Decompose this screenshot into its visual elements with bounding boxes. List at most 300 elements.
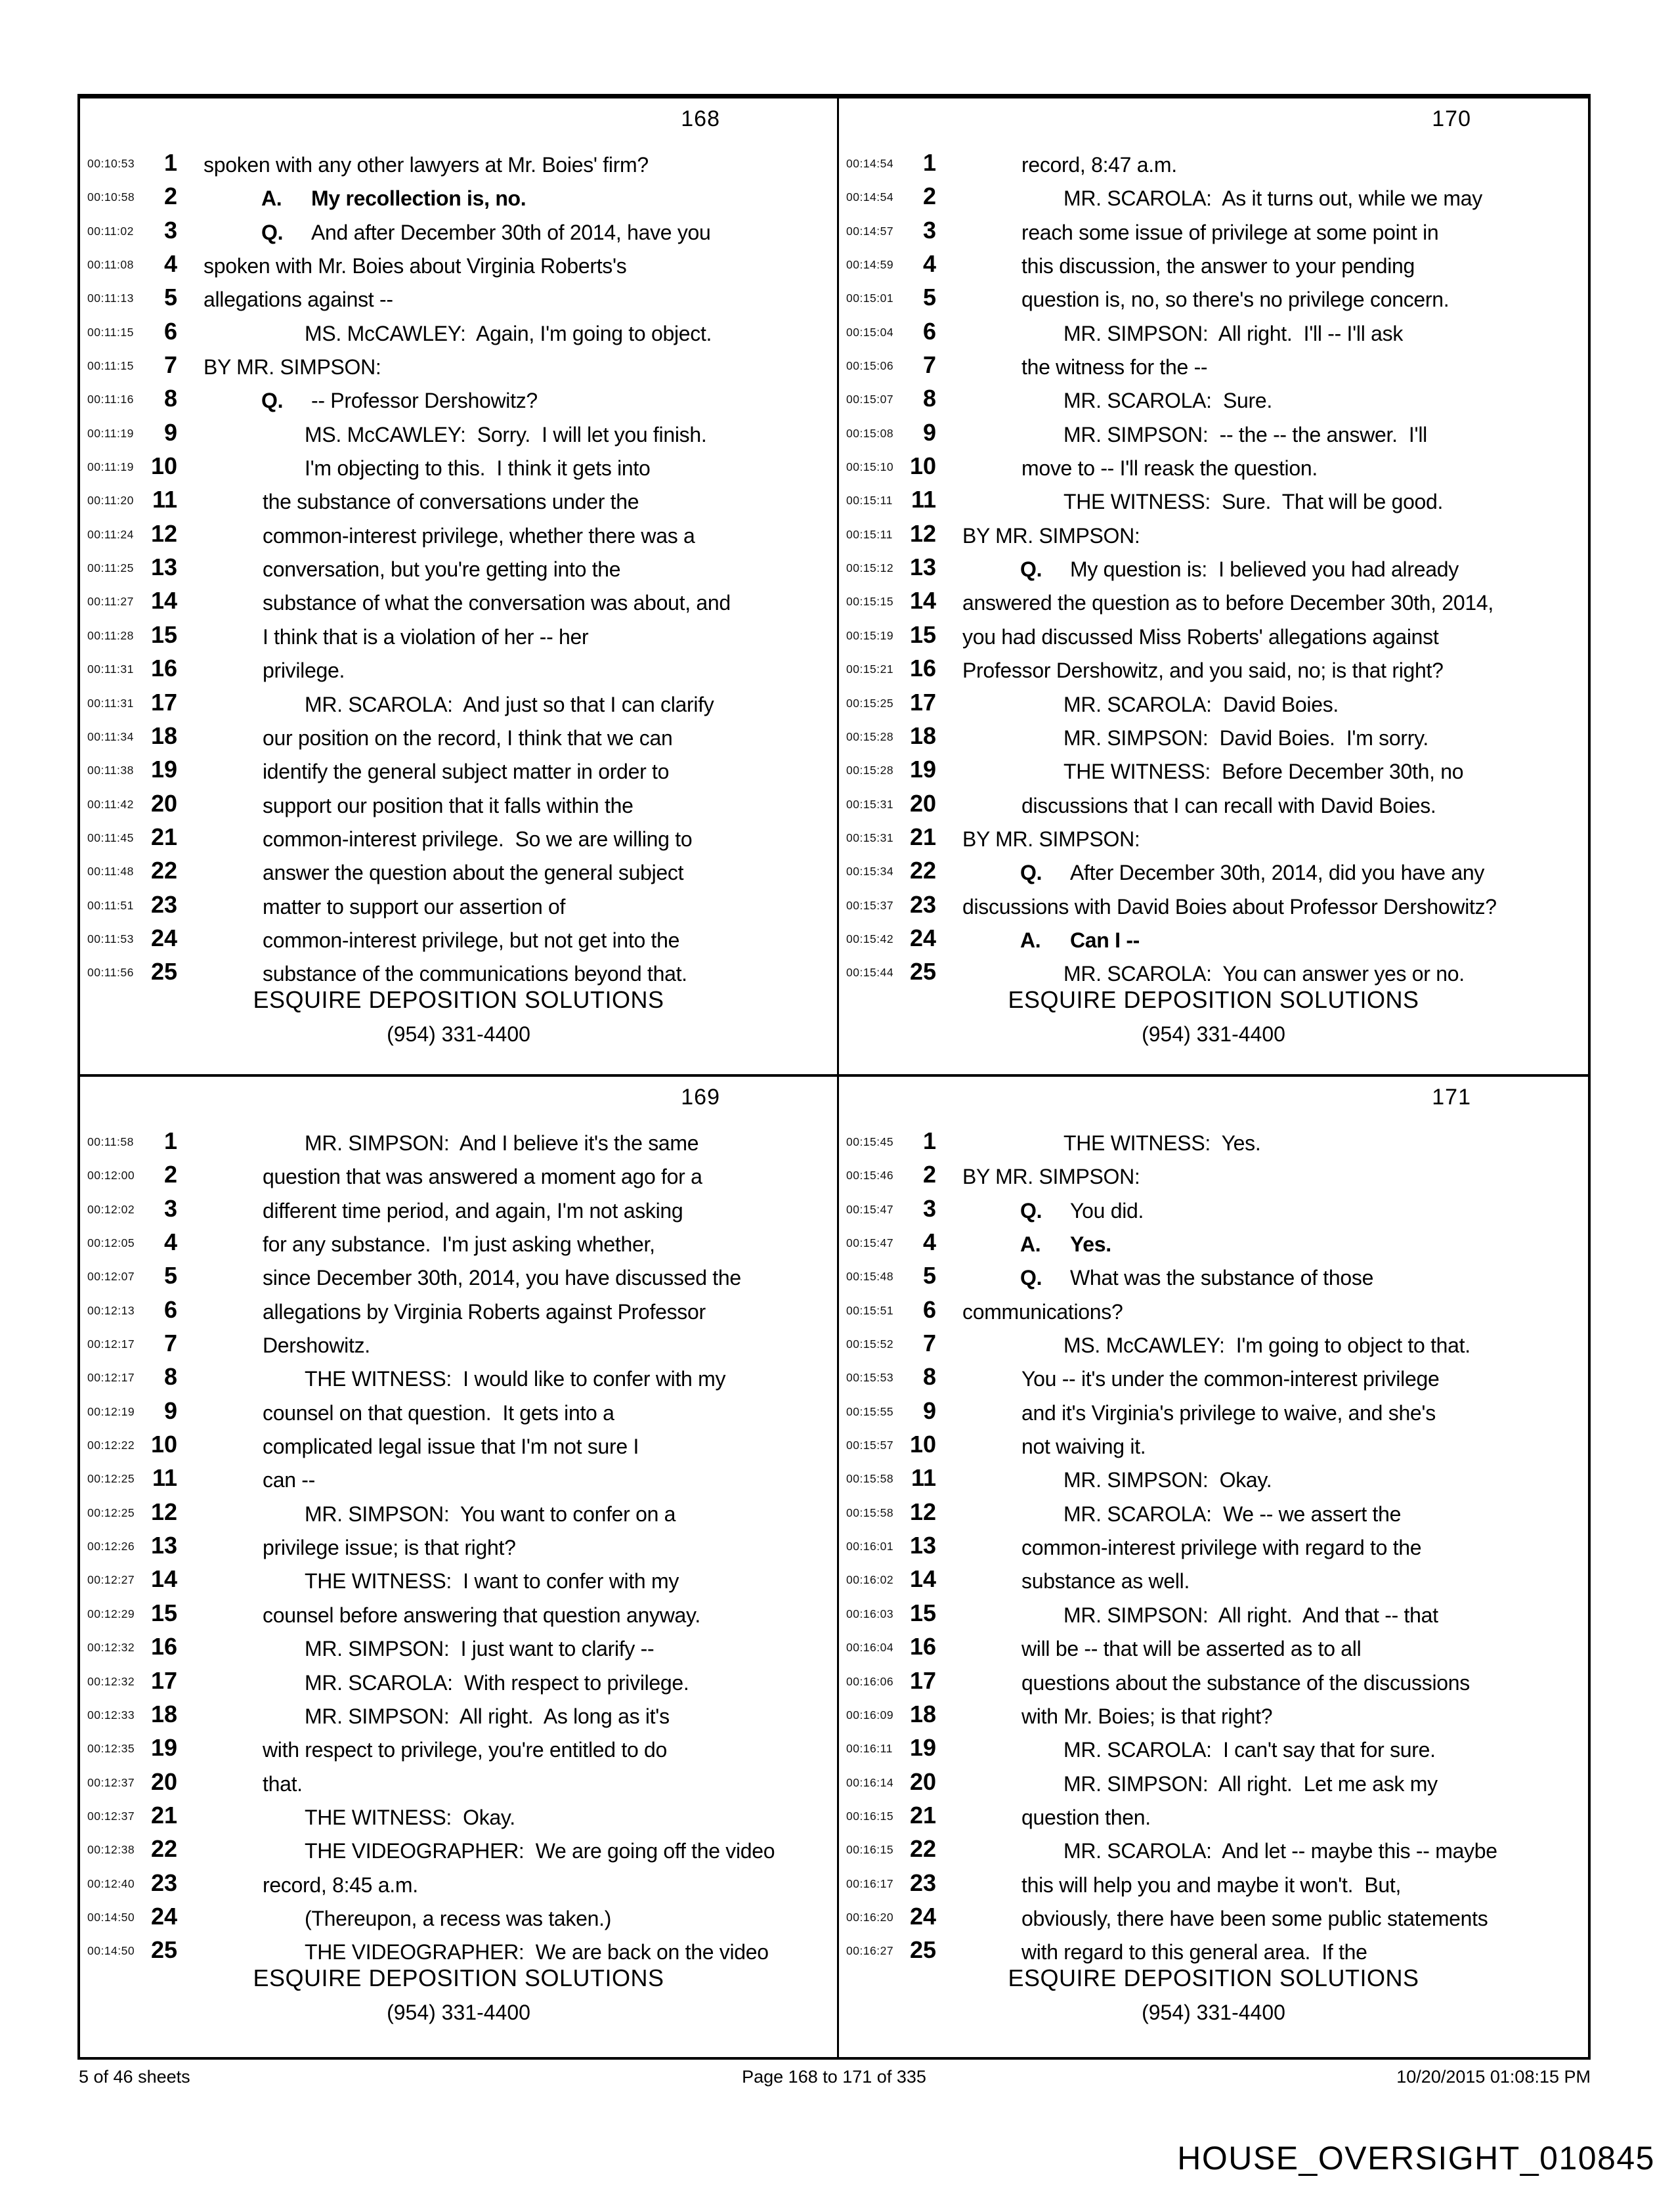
transcript-line bbox=[80, 417, 837, 450]
transcript-page-169 bbox=[80, 1077, 839, 2057]
timestamp: 00:15:19 bbox=[846, 628, 894, 642]
line-text: MR. SCAROLA: As it turns out, while we may bbox=[1063, 186, 1482, 211]
timestamp: 00:15:37 bbox=[846, 898, 894, 912]
qa-marker: Q. bbox=[1020, 557, 1042, 582]
line-text: since December 30th, 2014, you have discussed the bbox=[263, 1266, 741, 1290]
line-number: 5 bbox=[922, 1262, 936, 1290]
transcript-line bbox=[839, 1597, 1588, 1631]
timestamp: 00:11:27 bbox=[87, 595, 134, 609]
transcript-line bbox=[80, 316, 837, 349]
line-number: 25 bbox=[150, 1936, 177, 1964]
line-number: 13 bbox=[909, 1532, 936, 1559]
line-text: MR. SCAROLA: We -- we assert the bbox=[1063, 1502, 1402, 1526]
transcript-line bbox=[839, 484, 1588, 517]
timestamp: 00:11:58 bbox=[87, 1135, 134, 1148]
transcript-lines bbox=[80, 147, 837, 990]
line-number: 24 bbox=[909, 924, 936, 951]
line-number: 20 bbox=[150, 789, 177, 817]
timestamp: 00:10:58 bbox=[87, 190, 135, 204]
line-text: THE WITNESS: Sure. That will be good. bbox=[1063, 490, 1444, 514]
reporter-vendor-block bbox=[80, 986, 837, 1047]
line-text: MR. SIMPSON: All right. Let me ask my bbox=[1063, 1771, 1438, 1796]
transcript-line bbox=[839, 1395, 1588, 1429]
line-number: 24 bbox=[150, 1902, 177, 1930]
transcript-line bbox=[80, 956, 837, 989]
line-text: with Mr. Boies; is that right? bbox=[1021, 1704, 1273, 1728]
timestamp: 00:11:42 bbox=[87, 797, 134, 811]
reporter-vendor-block bbox=[839, 1964, 1588, 2025]
line-number: 3 bbox=[163, 216, 177, 244]
line-text: support our position that it falls within the bbox=[263, 793, 633, 817]
line-text: privilege. bbox=[263, 659, 345, 683]
line-number: 9 bbox=[163, 418, 177, 446]
transcript-line bbox=[80, 1766, 837, 1800]
line-text: record, 8:45 a.m. bbox=[263, 1873, 418, 1897]
timestamp: 00:15:44 bbox=[846, 966, 894, 980]
line-number: 22 bbox=[909, 1835, 936, 1863]
transcript-grid bbox=[77, 94, 1591, 2060]
line-text: common-interest privilege, but not get into the bbox=[263, 928, 680, 952]
line-text: MR. SCAROLA: And let -- maybe this -- maybe bbox=[1063, 1839, 1497, 1863]
timestamp: 00:12:19 bbox=[87, 1404, 135, 1418]
line-number: 22 bbox=[909, 857, 936, 884]
timestamp: 00:16:04 bbox=[846, 1641, 894, 1655]
vendor-phone: (954) 331-4400 bbox=[387, 1022, 530, 1046]
timestamp: 00:14:54 bbox=[846, 157, 894, 170]
line-text: MR. SIMPSON: I just want to clarify -- bbox=[305, 1637, 655, 1661]
transcript-line bbox=[839, 1800, 1588, 1833]
transcript-line bbox=[839, 1294, 1588, 1328]
timestamp: 00:15:11 bbox=[846, 494, 893, 508]
line-text: Q. -- Professor Dershowitz? bbox=[261, 389, 538, 413]
timestamp: 00:12:27 bbox=[87, 1573, 135, 1587]
line-text: THE WITNESS: Okay. bbox=[305, 1805, 515, 1829]
line-number: 12 bbox=[150, 519, 177, 547]
timestamp: 00:12:05 bbox=[87, 1236, 135, 1250]
transcript-line bbox=[80, 1901, 837, 1934]
timestamp: 00:16:02 bbox=[846, 1573, 894, 1587]
line-text: obviously, there have been some public statements bbox=[1021, 1906, 1488, 1930]
line-text: move to -- I'll reask the question. bbox=[1021, 456, 1318, 481]
line-text: counsel before answering that question anyway. bbox=[263, 1603, 700, 1627]
timestamp: 00:16:01 bbox=[846, 1540, 894, 1553]
line-text: MR. SCAROLA: Sure. bbox=[1063, 389, 1272, 413]
line-text: this will help you and maybe it won't. But, bbox=[1021, 1873, 1402, 1897]
timestamp: 00:15:46 bbox=[846, 1169, 894, 1182]
transcript-line bbox=[839, 552, 1588, 585]
line-number: 15 bbox=[150, 620, 177, 648]
timestamp: 00:12:02 bbox=[87, 1202, 135, 1216]
line-text: with regard to this general area. If the bbox=[1021, 1940, 1367, 1964]
line-text: matter to support our assertion of bbox=[263, 894, 566, 919]
line-number: 18 bbox=[150, 1700, 177, 1727]
transcript-line bbox=[839, 1260, 1588, 1293]
timestamp: 00:15:57 bbox=[846, 1439, 894, 1452]
timestamp: 00:12:32 bbox=[87, 1674, 135, 1688]
transcript-line bbox=[839, 1766, 1588, 1800]
transcript-line bbox=[80, 282, 837, 315]
line-number: 15 bbox=[909, 620, 936, 648]
line-text: record, 8:47 a.m. bbox=[1021, 153, 1177, 177]
line-number: 16 bbox=[909, 1633, 936, 1660]
line-text: identify the general subject matter in order to bbox=[263, 760, 670, 784]
line-number: 23 bbox=[909, 890, 936, 918]
line-number: 13 bbox=[150, 1532, 177, 1559]
transcript-line bbox=[80, 1699, 837, 1732]
timestamp: 00:12:25 bbox=[87, 1506, 135, 1519]
transcript-line bbox=[80, 1125, 837, 1159]
transcript-line bbox=[80, 619, 837, 653]
transcript-line bbox=[839, 1867, 1588, 1901]
line-number: 4 bbox=[922, 250, 936, 278]
line-text: MR. SIMPSON: All right. As long as it's bbox=[305, 1704, 670, 1728]
transcript-line bbox=[839, 1193, 1588, 1226]
line-number: 11 bbox=[152, 1464, 177, 1492]
line-text: THE VIDEOGRAPHER: We are back on the video bbox=[305, 1940, 769, 1964]
transcript-line bbox=[839, 417, 1588, 450]
timestamp: 00:14:57 bbox=[846, 224, 894, 238]
timestamp: 00:15:34 bbox=[846, 865, 894, 878]
line-text: conversation, but you're getting into the bbox=[263, 557, 621, 582]
transcript-line bbox=[839, 1159, 1588, 1192]
timestamp: 00:11:31 bbox=[87, 662, 134, 676]
line-text: discussions with David Boies about Professor Dershowitz? bbox=[962, 894, 1497, 919]
timestamp: 00:16:27 bbox=[846, 1944, 894, 1958]
timestamp: 00:15:47 bbox=[846, 1202, 894, 1216]
line-text: BY MR. SIMPSON: bbox=[962, 523, 1140, 548]
line-text: answer the question about the general subject bbox=[263, 861, 684, 885]
transcript-line bbox=[839, 1699, 1588, 1732]
timestamp: 00:10:53 bbox=[87, 157, 135, 170]
transcript-line bbox=[80, 855, 837, 888]
page-number: 168 bbox=[681, 106, 720, 131]
line-text: common-interest privilege, whether there was a bbox=[263, 523, 695, 548]
transcript-line bbox=[839, 147, 1588, 181]
timestamp: 00:11:24 bbox=[87, 527, 134, 541]
line-number: 6 bbox=[163, 1295, 177, 1323]
line-number: 3 bbox=[922, 1194, 936, 1222]
transcript-line bbox=[80, 1462, 837, 1496]
line-number: 24 bbox=[909, 1902, 936, 1930]
line-number: 23 bbox=[909, 1869, 936, 1896]
transcript-line bbox=[839, 1563, 1588, 1597]
transcript-line bbox=[80, 1361, 837, 1395]
transcript-line bbox=[80, 687, 837, 720]
line-number: 21 bbox=[150, 823, 177, 850]
timestamp: 00:15:21 bbox=[846, 662, 894, 676]
line-number: 22 bbox=[150, 1835, 177, 1863]
line-text: THE WITNESS: Yes. bbox=[1063, 1131, 1261, 1155]
line-text: reach some issue of privilege at some point in bbox=[1021, 220, 1439, 244]
line-number: 2 bbox=[163, 1161, 177, 1188]
line-text: the witness for the -- bbox=[1021, 355, 1208, 380]
transcript-line bbox=[80, 383, 837, 416]
transcript-line bbox=[80, 1833, 837, 1867]
line-text: spoken with Mr. Boies about Virginia Roberts's bbox=[204, 254, 627, 278]
line-text: different time period, and again, I'm not asking bbox=[263, 1198, 683, 1223]
reporter-vendor-block bbox=[839, 986, 1588, 1047]
line-number: 25 bbox=[150, 958, 177, 986]
transcript-line bbox=[80, 248, 837, 282]
qa-marker: A. bbox=[261, 186, 282, 211]
transcript-line bbox=[839, 1901, 1588, 1934]
line-text: THE WITNESS: I want to confer with my bbox=[305, 1569, 679, 1594]
transcript-line bbox=[839, 922, 1588, 956]
line-text: Q. My question is: I believed you had already bbox=[1020, 557, 1459, 582]
transcript-line bbox=[80, 1665, 837, 1699]
line-text: substance as well. bbox=[1021, 1569, 1190, 1594]
line-number: 19 bbox=[150, 756, 177, 783]
line-number: 7 bbox=[163, 1330, 177, 1357]
transcript-line bbox=[839, 1631, 1588, 1664]
transcript-line bbox=[839, 1125, 1588, 1159]
line-text: MR. SCAROLA: And just so that I can clarify bbox=[305, 692, 714, 716]
line-number: 25 bbox=[909, 1936, 936, 1964]
transcript-line bbox=[839, 1429, 1588, 1462]
timestamp: 00:12:38 bbox=[87, 1843, 135, 1857]
line-text: MR. SIMPSON: Okay. bbox=[1063, 1468, 1272, 1492]
line-text: BY MR. SIMPSON: bbox=[204, 355, 381, 380]
vendor-name: ESQUIRE DEPOSITION SOLUTIONS bbox=[253, 986, 664, 1013]
timestamp: 00:16:15 bbox=[846, 1843, 894, 1857]
transcript-line bbox=[839, 248, 1588, 282]
line-number: 11 bbox=[911, 1464, 936, 1492]
line-text: MR. SCAROLA: With respect to privilege. bbox=[305, 1670, 689, 1695]
line-number: 5 bbox=[163, 1262, 177, 1290]
timestamp: 00:14:59 bbox=[846, 258, 894, 272]
transcript-line bbox=[80, 349, 837, 383]
transcript-line bbox=[80, 720, 837, 754]
transcript-line bbox=[839, 1462, 1588, 1496]
timestamp: 00:15:28 bbox=[846, 764, 894, 777]
transcript-line bbox=[839, 1496, 1588, 1530]
transcript-line bbox=[839, 956, 1588, 989]
transcript-line bbox=[80, 1867, 837, 1901]
line-number: 10 bbox=[150, 1431, 177, 1458]
line-number: 23 bbox=[150, 1869, 177, 1896]
timestamp: 00:11:51 bbox=[87, 898, 134, 912]
transcript-line bbox=[80, 1496, 837, 1530]
timestamp: 00:15:01 bbox=[846, 292, 894, 305]
page-number: 170 bbox=[1432, 106, 1471, 131]
line-number: 12 bbox=[909, 1498, 936, 1525]
transcript-page-171 bbox=[839, 1077, 1588, 2057]
timestamp: 00:15:11 bbox=[846, 527, 893, 541]
transcript-line bbox=[80, 1159, 837, 1192]
transcript-line bbox=[839, 1665, 1588, 1699]
line-text: BY MR. SIMPSON: bbox=[962, 1165, 1140, 1189]
line-text: common-interest privilege. So we are willing to bbox=[263, 827, 693, 851]
line-text: A. Yes. bbox=[1020, 1232, 1111, 1257]
line-text: not waiving it. bbox=[1021, 1435, 1146, 1459]
timestamp: 00:11:15 bbox=[87, 325, 134, 339]
transcript-line bbox=[839, 1732, 1588, 1766]
timestamp: 00:11:28 bbox=[87, 628, 134, 642]
transcript-line bbox=[80, 821, 837, 855]
line-number: 7 bbox=[922, 1330, 936, 1357]
transcript-line bbox=[839, 619, 1588, 653]
line-text: THE WITNESS: Before December 30th, no bbox=[1063, 760, 1464, 784]
line-number: 9 bbox=[922, 1397, 936, 1424]
transcript-line bbox=[839, 282, 1588, 315]
timestamp: 00:15:06 bbox=[846, 359, 894, 373]
transcript-line bbox=[80, 552, 837, 585]
line-text: MR. SCAROLA: I can't say that for sure. bbox=[1063, 1738, 1436, 1762]
timestamp: 00:15:58 bbox=[846, 1472, 894, 1486]
timestamp: 00:15:15 bbox=[846, 595, 894, 609]
qa-marker: Q. bbox=[1020, 861, 1042, 885]
timestamp: 00:11:45 bbox=[87, 831, 134, 844]
line-text: for any substance. I'm just asking whether, bbox=[263, 1232, 655, 1257]
timestamp: 00:16:15 bbox=[846, 1809, 894, 1823]
transcript-line bbox=[80, 450, 837, 484]
transcript-lines bbox=[839, 147, 1588, 990]
line-text: THE WITNESS: I would like to confer with my bbox=[305, 1367, 726, 1391]
transcript-line bbox=[839, 316, 1588, 349]
line-number: 18 bbox=[909, 1700, 936, 1727]
timestamp: 00:12:07 bbox=[87, 1270, 135, 1284]
transcript-line bbox=[80, 653, 837, 686]
timestamp: 00:11:13 bbox=[87, 292, 134, 305]
line-number: 1 bbox=[922, 1127, 936, 1154]
qa-marker: Q. bbox=[1020, 1266, 1042, 1290]
transcript-line bbox=[839, 215, 1588, 248]
line-text: I'm objecting to this. I think it gets into bbox=[305, 456, 651, 481]
timestamp: 00:11:34 bbox=[87, 729, 134, 743]
transcript-line bbox=[80, 1429, 837, 1462]
transcript-line bbox=[839, 1934, 1588, 1968]
transcript-line bbox=[839, 1833, 1588, 1867]
line-text: THE VIDEOGRAPHER: We are going off the video bbox=[305, 1839, 775, 1863]
timestamp: 00:16:03 bbox=[846, 1607, 894, 1620]
transcript-line bbox=[80, 1530, 837, 1563]
timestamp: 00:11:02 bbox=[87, 224, 134, 238]
transcript-line bbox=[839, 821, 1588, 855]
line-number: 19 bbox=[909, 1734, 936, 1762]
line-number: 5 bbox=[163, 284, 177, 311]
timestamp: 00:11:48 bbox=[87, 865, 134, 878]
timestamp: 00:12:35 bbox=[87, 1742, 135, 1756]
line-number: 20 bbox=[909, 789, 936, 817]
line-text: MS. McCAWLEY: Again, I'm going to object. bbox=[305, 321, 712, 345]
timestamp: 00:15:52 bbox=[846, 1337, 894, 1351]
transcript-line bbox=[80, 889, 837, 922]
line-number: 1 bbox=[922, 149, 936, 176]
transcript-line bbox=[80, 1294, 837, 1328]
vendor-name: ESQUIRE DEPOSITION SOLUTIONS bbox=[1008, 986, 1419, 1013]
transcript-line bbox=[80, 1260, 837, 1293]
transcript-line bbox=[80, 1934, 837, 1968]
line-number: 17 bbox=[909, 1666, 936, 1694]
line-number: 11 bbox=[911, 486, 936, 513]
line-text: question then. bbox=[1021, 1805, 1151, 1829]
line-text: MR. SIMPSON: David Boies. I'm sorry. bbox=[1063, 726, 1428, 750]
line-number: 8 bbox=[163, 1363, 177, 1391]
transcript-lines bbox=[80, 1125, 837, 1968]
timestamp: 00:14:50 bbox=[87, 1910, 135, 1924]
qa-marker: A. bbox=[1020, 1232, 1041, 1257]
line-text: MS. McCAWLEY: I'm going to object to that. bbox=[1063, 1334, 1470, 1358]
line-number: 9 bbox=[163, 1397, 177, 1424]
line-number: 5 bbox=[922, 284, 936, 311]
transcript-line bbox=[839, 450, 1588, 484]
line-text: this discussion, the answer to your pending bbox=[1021, 254, 1415, 278]
timestamp: 00:15:25 bbox=[846, 696, 894, 710]
reporter-vendor-block bbox=[80, 1964, 837, 2025]
timestamp: 00:12:22 bbox=[87, 1439, 135, 1452]
transcript-line bbox=[839, 720, 1588, 754]
line-text: communications? bbox=[962, 1299, 1123, 1324]
footer-page-range: Page 168 to 171 of 335 bbox=[742, 2067, 926, 2087]
timestamp: 00:15:28 bbox=[846, 729, 894, 743]
page-number: 169 bbox=[681, 1085, 720, 1110]
timestamp: 00:11:15 bbox=[87, 359, 134, 373]
transcript-line bbox=[839, 1226, 1588, 1260]
line-text: you had discussed Miss Roberts' allegations against bbox=[962, 624, 1439, 649]
timestamp: 00:12:00 bbox=[87, 1169, 135, 1182]
line-number: 4 bbox=[163, 250, 177, 278]
transcript-line bbox=[839, 754, 1588, 787]
timestamp: 00:11:16 bbox=[87, 393, 134, 406]
timestamp: 00:15:51 bbox=[846, 1303, 894, 1317]
footer-timestamp: 10/20/2015 01:08:15 PM bbox=[1396, 2067, 1591, 2087]
line-number: 2 bbox=[922, 1161, 936, 1188]
line-number: 16 bbox=[150, 655, 177, 682]
line-number: 13 bbox=[150, 553, 177, 581]
timestamp: 00:12:17 bbox=[87, 1337, 135, 1351]
transcript-line bbox=[839, 1328, 1588, 1361]
timestamp: 00:16:17 bbox=[846, 1876, 894, 1890]
timestamp: 00:15:58 bbox=[846, 1506, 894, 1519]
line-text: allegations by Virginia Roberts against Professor bbox=[263, 1299, 706, 1324]
line-number: 24 bbox=[150, 924, 177, 951]
timestamp: 00:12:37 bbox=[87, 1809, 135, 1823]
sheet-footer bbox=[77, 2067, 1591, 2093]
transcript-line bbox=[839, 181, 1588, 214]
line-number: 2 bbox=[163, 183, 177, 210]
line-text: questions about the substance of the discussions bbox=[1021, 1670, 1470, 1695]
transcript-line bbox=[839, 349, 1588, 383]
timestamp: 00:12:13 bbox=[87, 1303, 135, 1317]
transcript-line bbox=[80, 1631, 837, 1664]
line-text: the substance of conversations under the bbox=[263, 490, 639, 514]
line-number: 4 bbox=[163, 1228, 177, 1256]
line-text: counsel on that question. It gets into a bbox=[263, 1400, 614, 1425]
line-number: 7 bbox=[163, 351, 177, 379]
line-text: Dershowitz. bbox=[263, 1334, 370, 1358]
line-number: 8 bbox=[922, 1363, 936, 1391]
transcript-line bbox=[839, 585, 1588, 618]
timestamp: 00:15:53 bbox=[846, 1371, 894, 1385]
line-number: 23 bbox=[150, 890, 177, 918]
line-text: MR. SIMPSON: And I believe it's the same bbox=[305, 1131, 699, 1155]
timestamp: 00:12:33 bbox=[87, 1708, 135, 1722]
line-text: (Thereupon, a recess was taken.) bbox=[305, 1906, 612, 1930]
transcript-line bbox=[80, 1395, 837, 1429]
transcript-line bbox=[80, 754, 837, 787]
timestamp: 00:12:26 bbox=[87, 1540, 135, 1553]
line-number: 12 bbox=[150, 1498, 177, 1525]
transcript-line bbox=[839, 889, 1588, 922]
timestamp: 00:15:07 bbox=[846, 393, 894, 406]
line-text: MS. McCAWLEY: Sorry. I will let you finish. bbox=[305, 422, 707, 446]
line-text: that. bbox=[263, 1771, 303, 1796]
timestamp: 00:15:47 bbox=[846, 1236, 894, 1250]
timestamp: 00:14:54 bbox=[846, 190, 894, 204]
line-text: MR. SCAROLA: You can answer yes or no. bbox=[1063, 962, 1465, 986]
line-text: I think that is a violation of her -- her bbox=[263, 624, 589, 649]
line-text: Q. You did. bbox=[1020, 1198, 1144, 1223]
